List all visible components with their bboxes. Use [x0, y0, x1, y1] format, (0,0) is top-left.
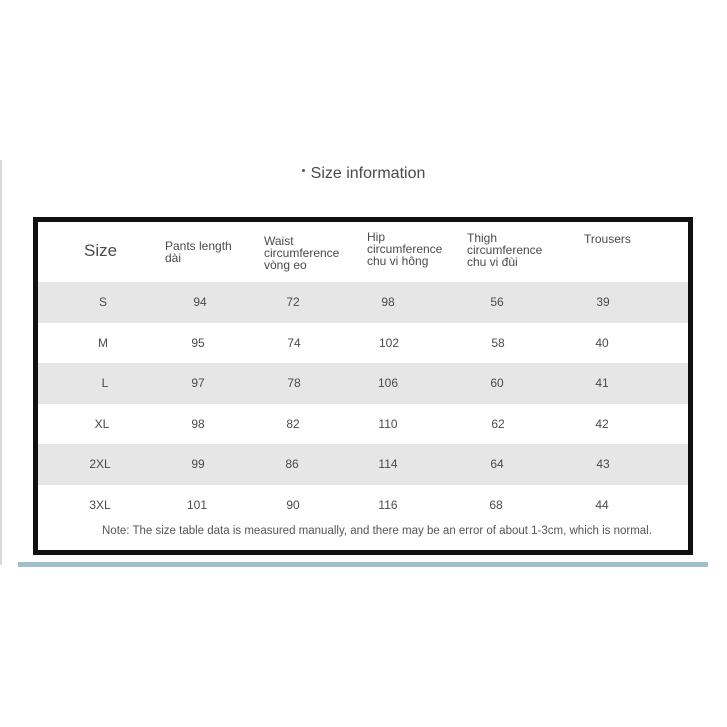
- table-row: [38, 282, 688, 323]
- cell-thigh: 60: [490, 376, 504, 391]
- header-hip-line3: chu vi hông: [367, 254, 429, 268]
- header-thigh-line2: circumference: [467, 243, 543, 257]
- header-pants-length-line2: dài: [165, 251, 182, 265]
- header-waist-line2: circumference: [264, 246, 340, 260]
- cell-thigh: 62: [491, 416, 505, 431]
- cell-hip: 106: [377, 376, 399, 391]
- heading-text: Size information: [310, 165, 426, 182]
- cell-size: S: [98, 295, 108, 310]
- table-row: [38, 485, 688, 526]
- cell-trousers: 40: [595, 335, 609, 350]
- cell-trousers: 43: [596, 457, 610, 472]
- cell-thigh: 64: [490, 457, 504, 472]
- left-edge-line: [0, 160, 2, 565]
- cell-hip: 114: [378, 457, 398, 472]
- bullet-dot-icon: [302, 169, 305, 172]
- header-thigh-line1: Thigh: [467, 231, 498, 245]
- cell-pants-length: 97: [191, 376, 205, 391]
- table-body: [38, 282, 688, 525]
- cell-trousers: 42: [595, 416, 609, 431]
- header-waist-line3: vòng eo: [264, 258, 307, 272]
- cell-trousers: 44: [595, 497, 609, 512]
- cell-pants-length: 94: [193, 295, 207, 310]
- cell-pants-length: 98: [191, 416, 205, 431]
- header-hip: [367, 231, 442, 267]
- cell-waist: 86: [285, 457, 299, 472]
- header-thigh-line3: chu vi đùi: [467, 255, 518, 269]
- header-size: Size: [84, 241, 118, 260]
- header-hip-line2: circumference: [367, 242, 443, 256]
- page-title: [0, 165, 727, 183]
- cell-trousers: 41: [595, 376, 609, 391]
- table-row: [38, 404, 688, 445]
- cell-waist: 90: [286, 497, 300, 512]
- cell-waist: 82: [286, 416, 300, 431]
- cell-pants-length: 101: [186, 497, 208, 512]
- header-trousers: Trousers: [584, 232, 631, 246]
- cell-thigh: 58: [491, 335, 505, 350]
- cell-size: M: [98, 335, 108, 350]
- bottom-divider: [18, 562, 708, 567]
- cell-hip: 116: [378, 497, 398, 512]
- cell-hip: 98: [381, 295, 395, 310]
- cell-waist: 72: [286, 295, 300, 310]
- cell-pants-length: 99: [191, 457, 205, 472]
- cell-pants-length: 95: [191, 335, 205, 350]
- header-pants-length-line1: Pants length: [165, 239, 232, 253]
- cell-waist: 78: [287, 376, 301, 391]
- table-row: [38, 444, 688, 485]
- table-header: [38, 222, 688, 282]
- cell-size: XL: [94, 416, 110, 431]
- header-pants-length: [165, 240, 232, 264]
- cell-size: 2XL: [89, 457, 111, 472]
- header-waist: [264, 235, 339, 271]
- table-row: [38, 363, 688, 404]
- cell-thigh: 68: [489, 497, 503, 512]
- header-waist-line1: Waist: [264, 234, 294, 248]
- header-thigh: [467, 232, 542, 268]
- cell-thigh: 56: [490, 295, 504, 310]
- cell-waist: 74: [287, 335, 301, 350]
- header-hip-line1: Hip: [367, 230, 386, 244]
- measurement-note: Note: The size table data is measured manually, and there may be an error of about 1-3cm, which is normal.: [102, 525, 652, 537]
- cell-size: L: [101, 376, 109, 391]
- cell-hip: 110: [378, 416, 398, 431]
- cell-size: 3XL: [89, 497, 111, 512]
- cell-trousers: 39: [596, 295, 610, 310]
- cell-hip: 102: [378, 335, 400, 350]
- table-row: [38, 323, 688, 364]
- size-table: [33, 217, 693, 555]
